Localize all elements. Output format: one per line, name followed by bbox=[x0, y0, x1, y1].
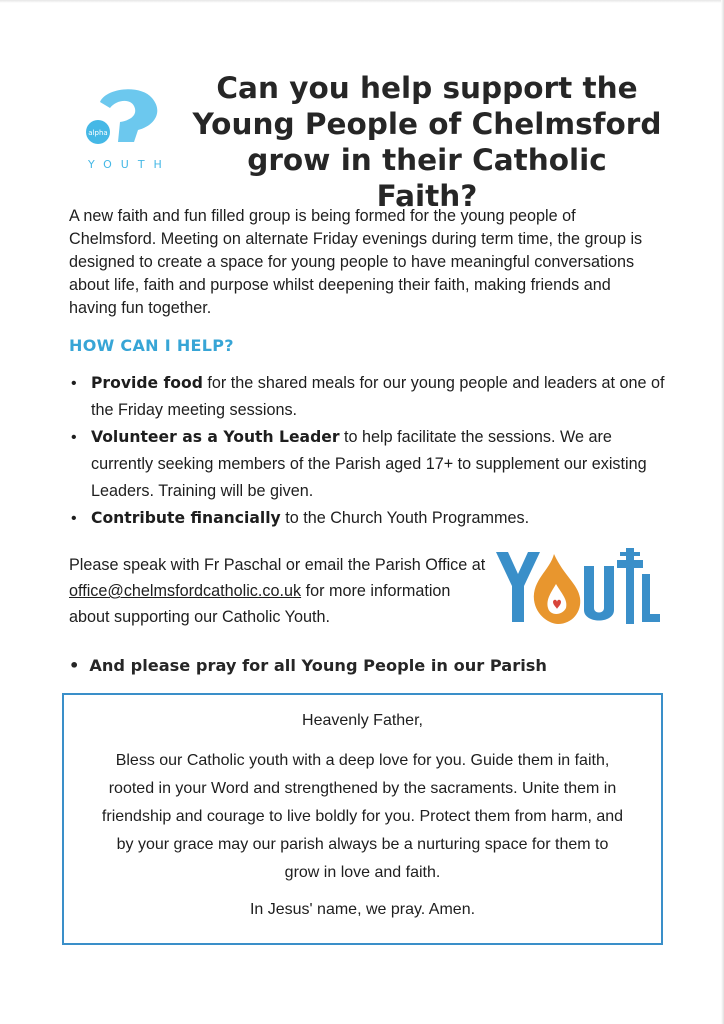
logo-word: YOUTH bbox=[88, 158, 171, 171]
prayer-line: rooted in your Word and strengthened by the sacraments. Unite them in bbox=[108, 780, 617, 797]
contact-text: Please speak with Fr Paschal or email the Parish Office at bbox=[69, 556, 486, 574]
youth-cross-flame-logo-icon bbox=[492, 544, 662, 626]
bullet-icon: • bbox=[71, 429, 77, 446]
item-bold: Provide food bbox=[91, 374, 203, 392]
item-text: to help facilitate the sessions. We are currently seeking members of the Parish aged 17+ to supplement our existing Leaders. Training will be given. bbox=[91, 428, 647, 500]
headline-line: Young People of Chelmsford bbox=[192, 107, 662, 141]
help-list bbox=[69, 370, 669, 532]
svg-text:alpha: alpha bbox=[88, 129, 108, 137]
prayer-line: friendship and courage to live boldly for you. Protect them from harm, and bbox=[101, 808, 624, 825]
headline-line: Can you help support the bbox=[216, 71, 638, 105]
scan-edge bbox=[0, 0, 724, 3]
contact-paragraph bbox=[69, 552, 489, 630]
prayer-body bbox=[82, 747, 643, 887]
prayer-request bbox=[69, 656, 689, 675]
bullet-icon: • bbox=[71, 510, 77, 527]
list-item bbox=[69, 424, 669, 505]
prayer-line: grow in love and faith. bbox=[284, 864, 441, 881]
prayer-request-text: And please pray for all Young People in our Parish bbox=[89, 656, 547, 675]
headline-line: grow in their Catholic Faith? bbox=[247, 143, 607, 213]
list-item bbox=[69, 370, 669, 424]
intro-paragraph: A new faith and fun filled group is being formed for the young people of Chelmsford. Meeting on alternate Friday evenings during term time, the group is designed to create a space for young people to have meaningful conversations about life, faith and purpose whilst deepening their faith, making friends and having fun together. bbox=[69, 207, 643, 317]
item-bold: Volunteer as a Youth Leader bbox=[91, 428, 340, 446]
prayer-closing: In Jesus' name, we pray. Amen. bbox=[249, 901, 476, 918]
bullet-icon: • bbox=[71, 375, 77, 392]
prayer-line: Bless our Catholic youth with a deep love for you. Guide them in faith, bbox=[115, 752, 610, 769]
item-text: for the shared meals for our young people and leaders at one of the Friday meeting sessions. bbox=[91, 374, 665, 419]
question-mark-logo-icon bbox=[72, 82, 182, 162]
bullet-icon: • bbox=[69, 656, 80, 675]
section-heading: HOW CAN I HELP? bbox=[69, 336, 234, 355]
alpha-youth-logo bbox=[72, 82, 182, 182]
prayer-box bbox=[62, 693, 663, 945]
item-text: to the Church Youth Programmes. bbox=[280, 509, 530, 527]
page-title bbox=[192, 70, 662, 214]
list-item bbox=[69, 505, 669, 532]
item-bold: Contribute financially bbox=[91, 509, 281, 527]
contact-text: for more information about supporting our Catholic Youth. bbox=[69, 582, 451, 626]
email-link[interactable]: office@chelmsfordcatholic.co.uk bbox=[69, 582, 302, 600]
prayer-salutation: Heavenly Father, bbox=[302, 712, 423, 729]
prayer-line: by your grace may our parish always be a nurturing space for them to bbox=[116, 836, 609, 853]
